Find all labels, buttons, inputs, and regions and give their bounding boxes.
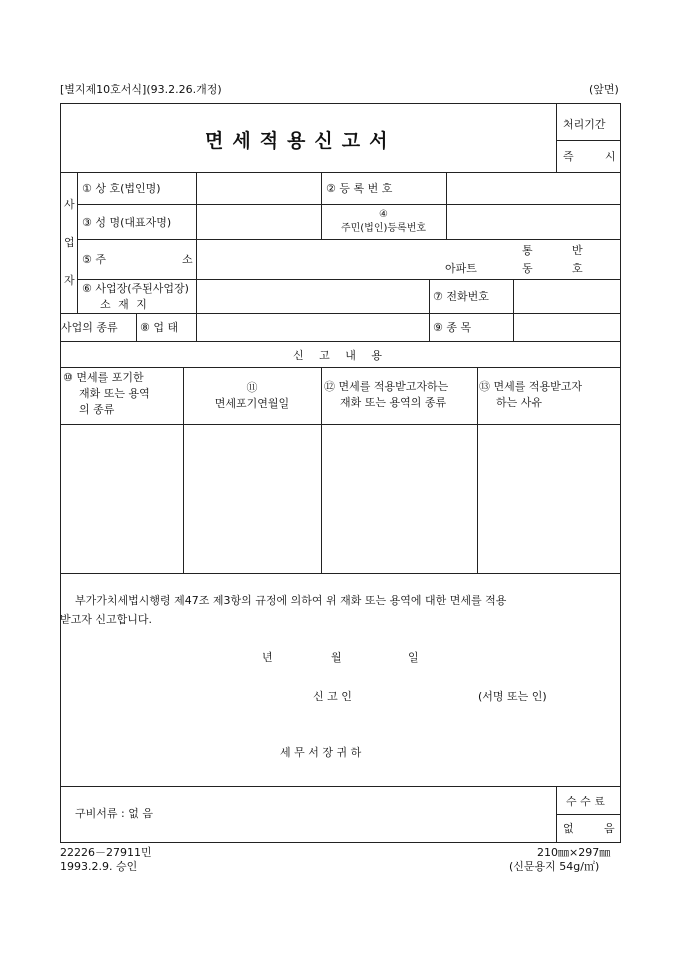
dong-label: 동 bbox=[522, 262, 533, 275]
col4-line2: 하는 사유 bbox=[496, 396, 543, 409]
location-label-b: 소 재 지 bbox=[100, 298, 149, 311]
registration-number-label: ② 등 록 번 호 bbox=[326, 182, 393, 195]
addressee: 세 무 서 장 귀 하 bbox=[280, 746, 362, 759]
page-side: (앞면) bbox=[589, 83, 619, 96]
col2-label: 면세포기연월일 bbox=[214, 397, 290, 410]
form-number: [별지제10호서식](93.2.26.개정) bbox=[60, 83, 222, 96]
frame-bottom bbox=[60, 842, 621, 843]
statement-line1: 부가가치세법시행령 제47조 제3항의 규정에 의하여 위 재화 또는 용역에 대한 면세를 적용 bbox=[75, 594, 507, 607]
required-docs: 구비서류 : 없 음 bbox=[75, 807, 153, 820]
frame-right bbox=[620, 103, 621, 843]
ban-label: 반 bbox=[572, 244, 583, 257]
statement-line2: 받고자 신고합니다. bbox=[60, 613, 153, 626]
location-label-a: ⑥ 사업장(주된사업장) bbox=[82, 282, 189, 295]
date-year: 년 bbox=[262, 651, 273, 664]
fee-label: 수 수 료 bbox=[566, 795, 605, 808]
ho-label: 호 bbox=[572, 262, 583, 275]
address-label-a: ⑤ 주 bbox=[82, 253, 106, 266]
approval-date: 1993.2.9. 승인 bbox=[60, 860, 138, 873]
representative-name-label: ③ 성 명(대표자명) bbox=[82, 216, 172, 229]
col3-line1: ⑫ 면세를 적용받고자하는 bbox=[324, 380, 449, 393]
col3-line2: 재화 또는 용역의 종류 bbox=[340, 396, 447, 409]
fee-value-a: 없 bbox=[563, 822, 574, 835]
paper-type: (신문용지 54g/㎡) bbox=[509, 860, 600, 873]
processing-value-b: 시 bbox=[605, 150, 616, 163]
col1-line3: 의 종류 bbox=[79, 403, 115, 416]
applicant-label: 신 고 인 bbox=[313, 690, 352, 703]
business-group-char-1: 사 bbox=[64, 198, 75, 211]
form-code: 22226－27911민 bbox=[60, 846, 152, 859]
business-kind-label: 사업의 종류 bbox=[61, 321, 118, 334]
business-group-char-3: 자 bbox=[64, 274, 75, 287]
form-title: 면세적용신고서 bbox=[205, 130, 397, 152]
processing-value-a: 즉 bbox=[563, 150, 574, 163]
processing-label: 처리기간 bbox=[563, 118, 606, 131]
id-number-circle: ④ bbox=[379, 209, 388, 220]
fee-value-b: 음 bbox=[604, 822, 615, 835]
address-label-b: 소 bbox=[182, 253, 193, 266]
date-day: 일 bbox=[408, 651, 419, 664]
frame-left bbox=[60, 103, 61, 843]
date-month: 월 bbox=[331, 651, 342, 664]
col1-line2: 재화 또는 용역 bbox=[79, 387, 150, 400]
report-heading: 신 고 내 용 bbox=[293, 349, 388, 362]
paper-size: 210㎜×297㎜ bbox=[537, 846, 611, 859]
tong-label: 통 bbox=[522, 244, 533, 257]
col2-number: ⑪ bbox=[246, 381, 258, 394]
col4-line1: ⑬ 면세를 적용받고자 bbox=[479, 380, 583, 393]
id-number-label: 주민(법인)등록번호 bbox=[340, 223, 427, 234]
col1-line1: ⑩ 면세를 포기한 bbox=[63, 371, 144, 384]
business-name-label: ① 상 호(법인명) bbox=[82, 182, 161, 195]
frame-top bbox=[60, 103, 621, 104]
business-item-label: ⑨ 종 목 bbox=[433, 321, 472, 334]
apartment-label: 아파트 bbox=[445, 262, 477, 275]
business-type-label: ⑧ 업 태 bbox=[140, 321, 179, 334]
phone-label: ⑦ 전화번호 bbox=[433, 290, 489, 303]
signature-label: (서명 또는 인) bbox=[478, 690, 547, 703]
business-group-char-2: 업 bbox=[64, 236, 75, 249]
